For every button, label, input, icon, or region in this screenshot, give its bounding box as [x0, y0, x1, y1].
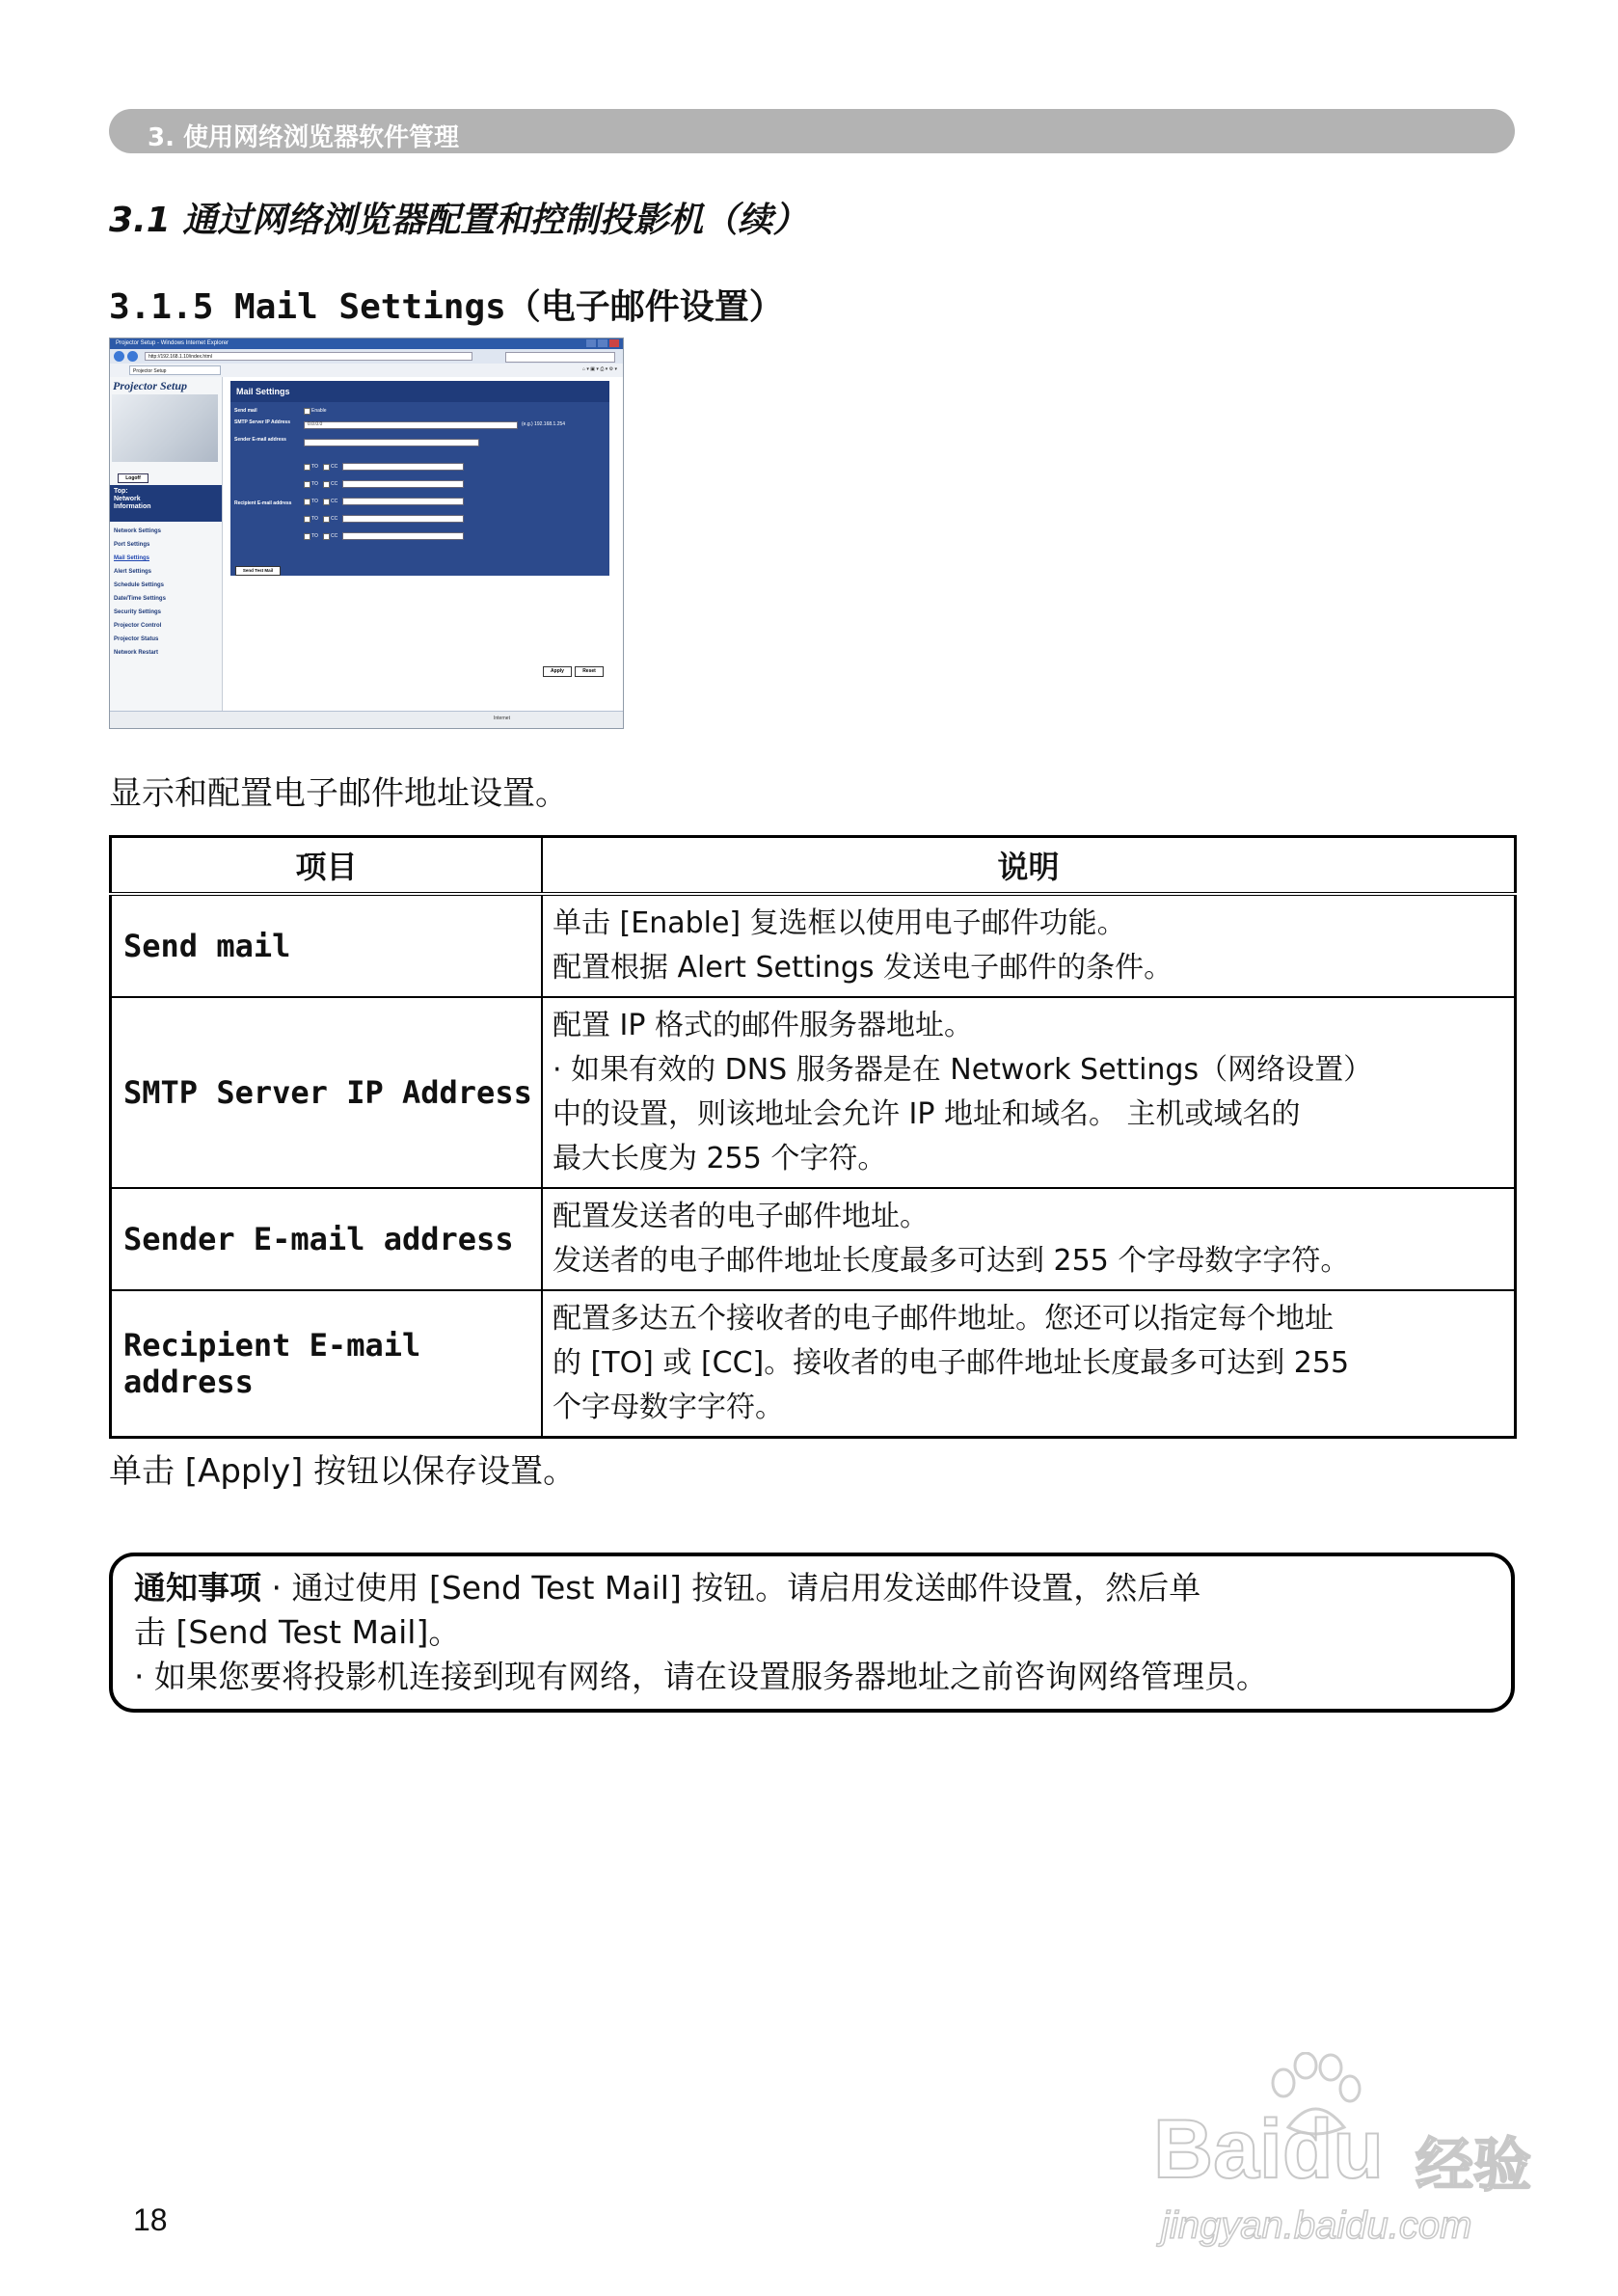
page-heading: 3.1 通过网络浏览器配置和控制投影机（续） — [109, 201, 808, 240]
app-logo: Projector Setup — [113, 379, 187, 392]
desc-line: 发送者的电子邮件地址长度最多可达到 255 个字母数字字符。 — [553, 1244, 1350, 1278]
notice-tag: 通知事项 — [134, 1569, 261, 1607]
notice-text-1: · 通过使用 [Send Test Mail] 按钮。请启用发送邮件设置，然后单 — [261, 1569, 1201, 1607]
notice-line-3: · 如果您要将投影机连接到现有网络，请在设置服务器地址之前咨询网络管理员。 — [134, 1658, 1268, 1695]
cc-label-5: CC — [331, 533, 338, 539]
watermark-logo — [1153, 2102, 1384, 2198]
to-label-1: TO — [311, 464, 318, 470]
browser-search-input — [505, 352, 615, 363]
cc-checkbox-3 — [323, 499, 330, 505]
section-bar-title: 3. 使用网络浏览器软件管理 — [148, 123, 460, 152]
to-label-2: TO — [311, 481, 318, 487]
table-row — [111, 894, 1516, 997]
maximize-icon — [598, 339, 607, 347]
row-item-sender: Sender E-mail address — [111, 1188, 543, 1290]
sidebar-item-network-restart: Network Restart — [114, 650, 159, 656]
desc-line: 单击 [Enable] 复选框以使用电子邮件功能。 — [553, 906, 1126, 940]
panel-title: Mail Settings — [230, 381, 609, 402]
sidebar-item-alert-settings: Alert Settings — [114, 569, 152, 575]
desc-line: 配置 IP 格式的邮件服务器地址。 — [553, 1009, 974, 1042]
section-subheading: 3.1.5 Mail Settings（电子邮件设置） — [109, 287, 784, 327]
sidebar-item-security-settings: Security Settings — [114, 609, 162, 615]
intro-text: 显示和配置电子邮件地址设置。 — [109, 774, 568, 813]
cc-label-1: CC — [331, 464, 338, 470]
mail-settings-screenshot — [109, 338, 624, 729]
row-desc-sender — [542, 1188, 1516, 1290]
settings-table — [109, 835, 1517, 1439]
address-bar — [110, 349, 623, 365]
browser-window-title: Projector Setup - Windows Internet Explorer — [116, 340, 229, 346]
watermark-site: jingyan.baidu.com — [1161, 2204, 1472, 2247]
enable-label: Enable — [311, 408, 327, 414]
sidebar-item-network-information: Top: Network Information — [110, 485, 222, 522]
column-header-item: 项目 — [111, 837, 543, 895]
row-item-send-mail: Send mail — [111, 894, 543, 997]
sender-email-input — [304, 439, 479, 446]
row-desc-recipient — [542, 1290, 1516, 1438]
smtp-value: 0.0.0.0 — [308, 421, 323, 427]
security-zone: Internet — [494, 716, 510, 721]
desc-line: 中的设置，则该地址会允许 IP 地址和域名。 主机或域名的 — [553, 1097, 1301, 1131]
sidebar-item-projector-control: Projector Control — [114, 623, 162, 629]
cc-label-3: CC — [331, 499, 338, 504]
notice-box — [109, 1553, 1515, 1713]
table-header-row — [111, 837, 1516, 895]
table-row — [111, 1188, 1516, 1290]
watermark-logo-du: du — [1281, 2103, 1384, 2196]
logo-artwork — [112, 394, 218, 462]
cc-checkbox-4 — [323, 516, 330, 523]
tab-bar — [110, 364, 623, 378]
recipient-input-2 — [342, 480, 464, 488]
page-number: 18 — [133, 2202, 168, 2237]
url-field: http://192.168.1.10/index.html — [145, 352, 472, 361]
smtp-server-input — [304, 421, 518, 429]
smtp-label: SMTP Server IP Address — [234, 419, 290, 425]
desc-line: 最大长度为 255 个字符。 — [553, 1142, 887, 1175]
logoff-button: Logoff — [118, 473, 148, 483]
table-row — [111, 1290, 1516, 1438]
sidebar-item-date-time-settings: Date/Time Settings — [114, 596, 166, 602]
notice-line-1 — [134, 1566, 1490, 1610]
to-checkbox-1 — [304, 464, 310, 471]
reset-button: Reset — [575, 666, 604, 677]
forward-icon — [127, 351, 138, 362]
recipient-input-5 — [342, 532, 464, 540]
row-desc-smtp — [542, 997, 1516, 1188]
to-label-3: TO — [311, 499, 318, 504]
recipient-input-4 — [342, 515, 464, 523]
recipient-input-3 — [342, 498, 464, 505]
to-checkbox-3 — [304, 499, 310, 505]
desc-line: · 如果有效的 DNS 服务器是在 Network Settings（网络设置） — [553, 1053, 1373, 1087]
desc-line: 的 [TO] 或 [CC]。接收者的电子邮件地址长度最多可达到 255 — [553, 1346, 1350, 1380]
cc-checkbox-1 — [323, 464, 330, 471]
recipient-input-1 — [342, 463, 464, 471]
watermark-brand: 经验 — [1416, 2132, 1531, 2200]
minimize-icon — [586, 339, 596, 347]
apply-button: Apply — [543, 666, 572, 677]
cc-checkbox-2 — [323, 481, 330, 488]
to-checkbox-2 — [304, 481, 310, 488]
sidebar-item-projector-status: Projector Status — [114, 636, 159, 642]
to-checkbox-5 — [304, 533, 310, 540]
sidebar-item-network-settings: Network Settings — [114, 528, 162, 534]
enable-checkbox — [304, 408, 310, 415]
recipient-label: Recipient E-mail address — [234, 500, 292, 506]
table-row — [111, 997, 1516, 1188]
desc-line: 配置发送者的电子邮件地址。 — [553, 1200, 929, 1233]
browser-statusbar — [110, 711, 623, 729]
settings-main — [223, 377, 623, 711]
to-checkbox-4 — [304, 516, 310, 523]
sidebar-item-schedule-settings: Schedule Settings — [114, 582, 165, 588]
mail-settings-form — [230, 402, 609, 576]
desc-line: 配置根据 Alert Settings 发送电子邮件的条件。 — [553, 951, 1173, 985]
column-header-description: 说明 — [542, 837, 1516, 895]
desc-line: 个字母数字字符。 — [553, 1391, 784, 1424]
section-bar — [109, 109, 1515, 153]
cc-label-2: CC — [331, 481, 338, 487]
to-label-4: TO — [311, 516, 318, 522]
sidebar-item-port-settings: Port Settings — [114, 542, 150, 548]
send-test-mail-button: Send Test Mail — [235, 566, 281, 576]
baidu-watermark — [1153, 2052, 1539, 2245]
browser-titlebar — [110, 338, 623, 349]
sidebar-item-mail-settings: Mail Settings — [114, 555, 150, 561]
close-icon — [609, 339, 619, 347]
smtp-hint: (e.g.) 192.168.1.254 — [522, 421, 566, 427]
back-icon — [114, 351, 124, 362]
to-label-5: TO — [311, 533, 318, 539]
browser-tab: Projector Setup — [129, 365, 221, 375]
desc-line: 配置多达五个接收者的电子邮件地址。您还可以指定每个地址 — [553, 1302, 1334, 1336]
row-item-smtp: SMTP Server IP Address — [111, 997, 543, 1188]
sender-label: Sender E-mail address — [234, 437, 286, 443]
row-item-recipient: Recipient E-mail address — [111, 1290, 543, 1438]
send-mail-label: Send mail — [234, 408, 257, 414]
notice-line-2: 击 [Send Test Mail]。 — [134, 1613, 461, 1651]
cc-checkbox-5 — [323, 533, 330, 540]
cc-label-4: CC — [331, 516, 338, 522]
row-desc-send-mail — [542, 894, 1516, 997]
watermark-logo-bai: Bai — [1153, 2103, 1282, 2196]
apply-instruction: 单击 [Apply] 按钮以保存设置。 — [109, 1452, 577, 1491]
sidebar — [110, 377, 223, 711]
toolbar-icons: ⌂ ▾ ▣ ▾ ⎙ ▾ ⚙ ▾ — [582, 366, 617, 372]
